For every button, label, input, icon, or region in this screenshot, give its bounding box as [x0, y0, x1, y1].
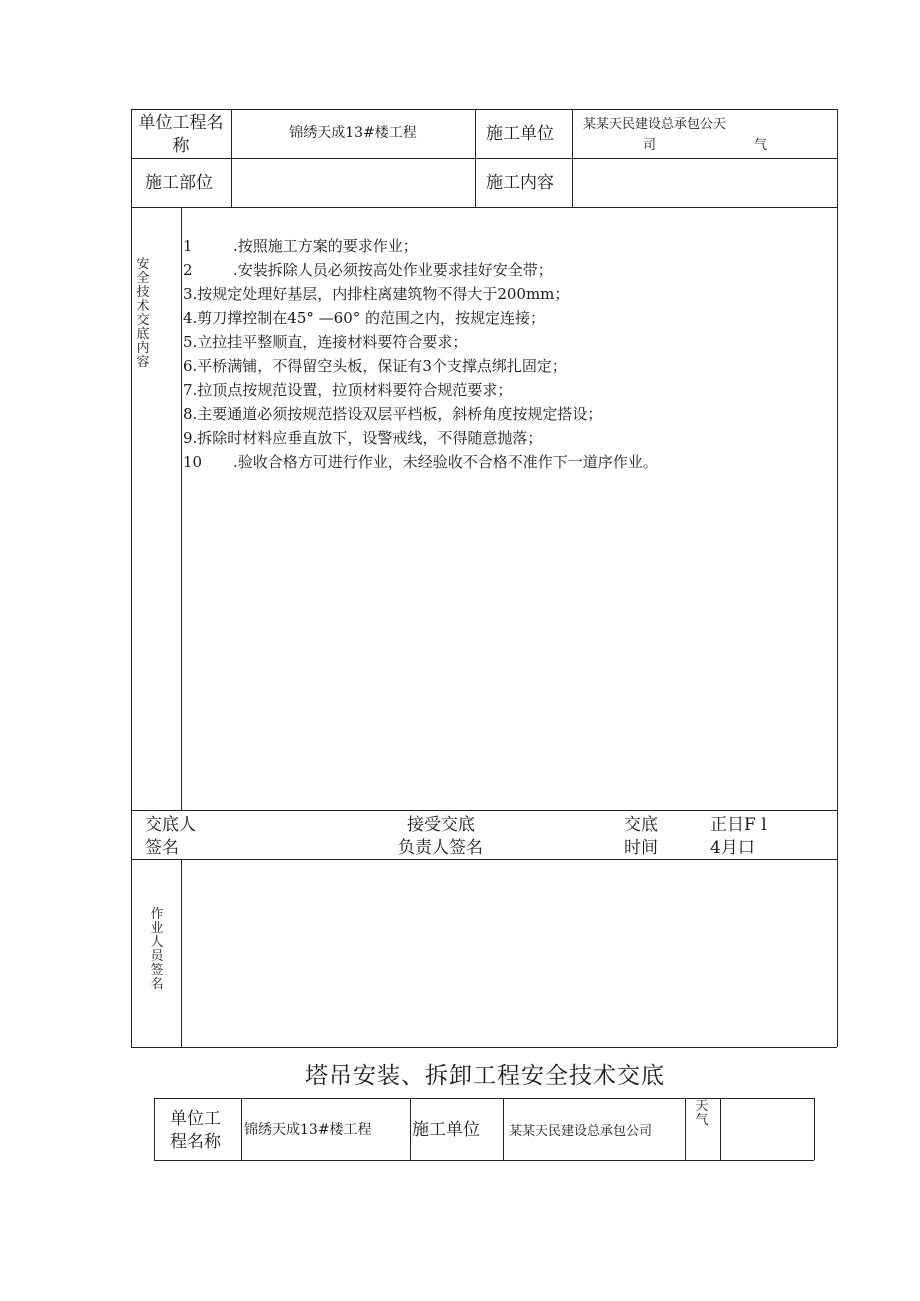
table-border-top — [154, 1098, 814, 1099]
handover-time-label: 交底 — [624, 815, 658, 835]
table-column-divider — [720, 1098, 721, 1160]
list-item: 7.拉顶点按规范设置，拉顶材料要符合规范要求； — [183, 381, 513, 399]
list-item: 6.平桥满铺，不得留空头板，保证有3个支撑点绑扎固定； — [183, 357, 567, 375]
construction-part-label: 施工部位 — [145, 173, 213, 193]
construction-unit-label: 施工单位 — [412, 1120, 480, 1140]
list-item: 2 .安装拆除人员必须按高处作业要求挂好安全带； — [183, 261, 553, 279]
list-item: 8.主要通道必须按规范搭设双层平档板，斜桥角度按规定搭设； — [183, 405, 603, 423]
receiver-label: 接受交底 — [407, 815, 475, 835]
table-border-left — [131, 109, 132, 1047]
table-column-divider — [181, 859, 182, 1047]
list-item: 9.拆除时材料应垂直放下，设警戒线，不得随意抛落； — [183, 429, 543, 447]
table-column-divider — [475, 109, 476, 207]
handover-time-label-2: 时间 — [624, 838, 658, 858]
project-name-value: 锦绣天成13#楼工程 — [289, 125, 417, 141]
worker-signature-label: 作业人员签名 — [150, 907, 164, 992]
table-row-divider — [131, 158, 837, 159]
table-row-divider — [131, 810, 837, 811]
table-column-divider — [503, 1098, 504, 1160]
safety-content-label: 安全技术交底内容 — [136, 257, 150, 370]
construction-unit-value-wrap: 司 — [643, 138, 657, 153]
unit-project-name-label: 单位工程名称 — [138, 113, 224, 156]
table-column-divider — [241, 1098, 242, 1160]
weather-label-fragment: 气 — [754, 138, 768, 153]
table-border-right — [837, 109, 838, 1047]
unit-project-name-label: 单位工 — [170, 1109, 221, 1129]
list-item: 4.剪刀撑控制在45° —60° 的范围之内，按规定连接； — [183, 309, 546, 327]
handover-person-label: 交底人 — [145, 815, 196, 835]
table-row-divider — [131, 207, 837, 208]
table-border-bottom — [154, 1160, 814, 1161]
table-column-divider — [410, 1098, 411, 1160]
handover-person-label-2: 签名 — [145, 838, 179, 858]
receiver-label-2: 负责人签名 — [398, 838, 483, 858]
project-name-value: 锦绣天成13#楼工程 — [244, 1122, 372, 1138]
table-border-left — [154, 1098, 155, 1160]
list-item: 10 .验收合格方可进行作业，未经验收不合格不准作下一道序作业。 — [183, 453, 658, 471]
construction-unit-label: 施工单位 — [486, 124, 554, 144]
document-title: 塔吊安装、拆卸工程安全技术交底 — [305, 1063, 665, 1089]
date-value-2: 4月口 — [710, 838, 755, 858]
table-border-top — [131, 109, 837, 110]
table-border-bottom — [131, 1047, 837, 1048]
table-column-divider — [181, 207, 182, 810]
weather-label: 天气 — [695, 1099, 709, 1128]
unit-project-name-label-2: 程名称 — [170, 1132, 221, 1152]
construction-unit-value: 某某天民建设总承包公司 — [509, 1124, 653, 1139]
list-item: 5.立拉挂平整顺直，连接材料要符合要求； — [183, 333, 468, 351]
table-column-divider — [231, 109, 232, 207]
date-value: 正日F l — [710, 815, 767, 835]
construction-content-label: 施工内容 — [486, 173, 554, 193]
construction-unit-value: 某某天民建设总承包公天 — [583, 117, 727, 132]
table-border-right — [814, 1098, 815, 1160]
list-item: 1 .按照施工方案的要求作业； — [183, 237, 418, 255]
table-column-divider — [572, 109, 573, 207]
table-row-divider — [131, 859, 837, 860]
table-column-divider — [685, 1098, 686, 1160]
list-item: 3.按规定处理好基层，内排柱离建筑物不得大于200mm； — [183, 285, 570, 303]
